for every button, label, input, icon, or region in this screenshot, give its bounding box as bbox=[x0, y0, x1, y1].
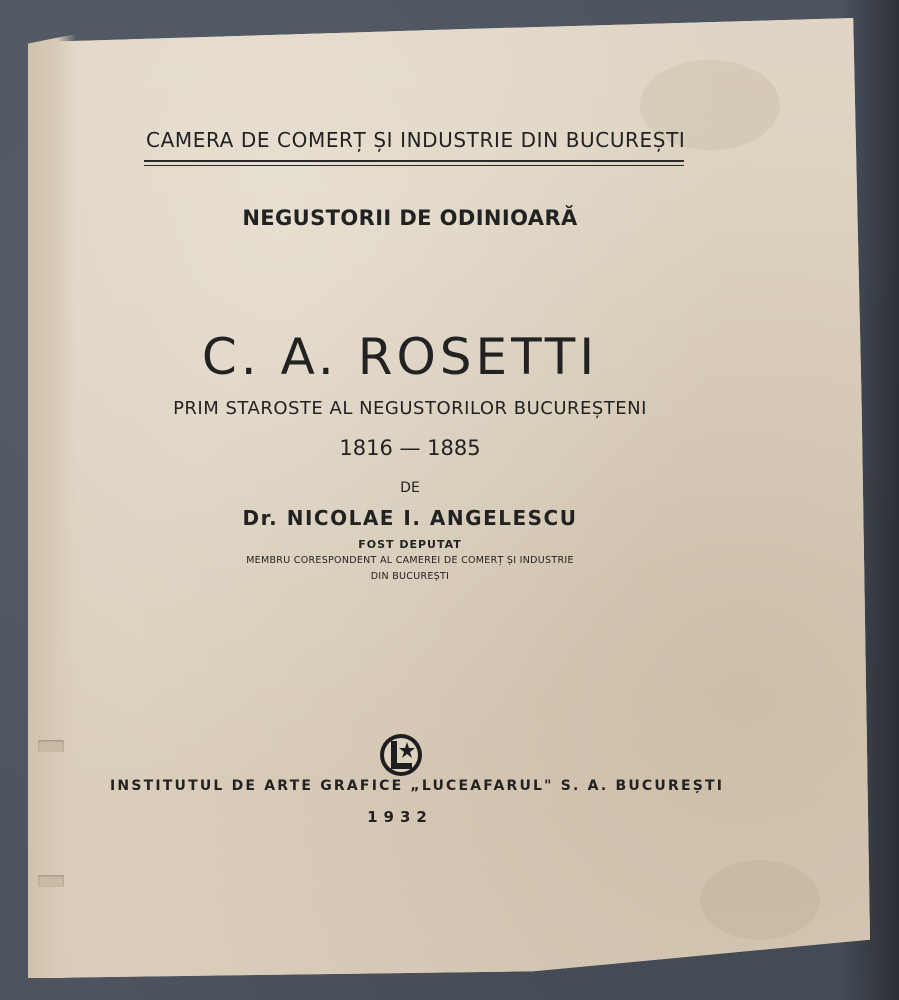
spine-staple bbox=[38, 875, 64, 887]
author-name: Dr. NICOLAE I. ANGELESCU bbox=[242, 506, 578, 530]
author-city: DIN BUCUREȘTI bbox=[370, 571, 450, 582]
author-membership: MEMBRU CORESPONDENT AL CAMEREI DE COMERȚ ȘI INDUSTRIE bbox=[246, 555, 574, 566]
author-role: FOST DEPUTAT bbox=[358, 538, 462, 551]
header-rule-bottom bbox=[144, 165, 684, 166]
luceafarul-star-logo-icon bbox=[378, 732, 424, 778]
publisher-header: CAMERA DE COMERȚ ȘI INDUSTRIE DIN BUCUREȘTI bbox=[146, 128, 686, 152]
by-label: DE bbox=[400, 480, 420, 496]
publisher-imprint: INSTITUTUL DE ARTE GRAFICE „LUCEAFARUL" S. A. BUCUREȘTI bbox=[110, 778, 725, 794]
book-spine bbox=[28, 34, 76, 978]
main-title: C. A. ROSETTI bbox=[201, 328, 599, 386]
spine-staple bbox=[38, 740, 64, 752]
book-cover bbox=[28, 18, 870, 978]
subtitle: PRIM STAROSTE AL NEGUSTORILOR BUCUREȘTENI bbox=[173, 398, 647, 419]
publication-year: 1932 bbox=[367, 808, 433, 826]
series-title: NEGUSTORII DE ODINIOARĂ bbox=[242, 206, 578, 230]
header-rule-top bbox=[144, 160, 684, 162]
life-years: 1816 — 1885 bbox=[339, 436, 481, 460]
paper-stain bbox=[700, 860, 820, 940]
